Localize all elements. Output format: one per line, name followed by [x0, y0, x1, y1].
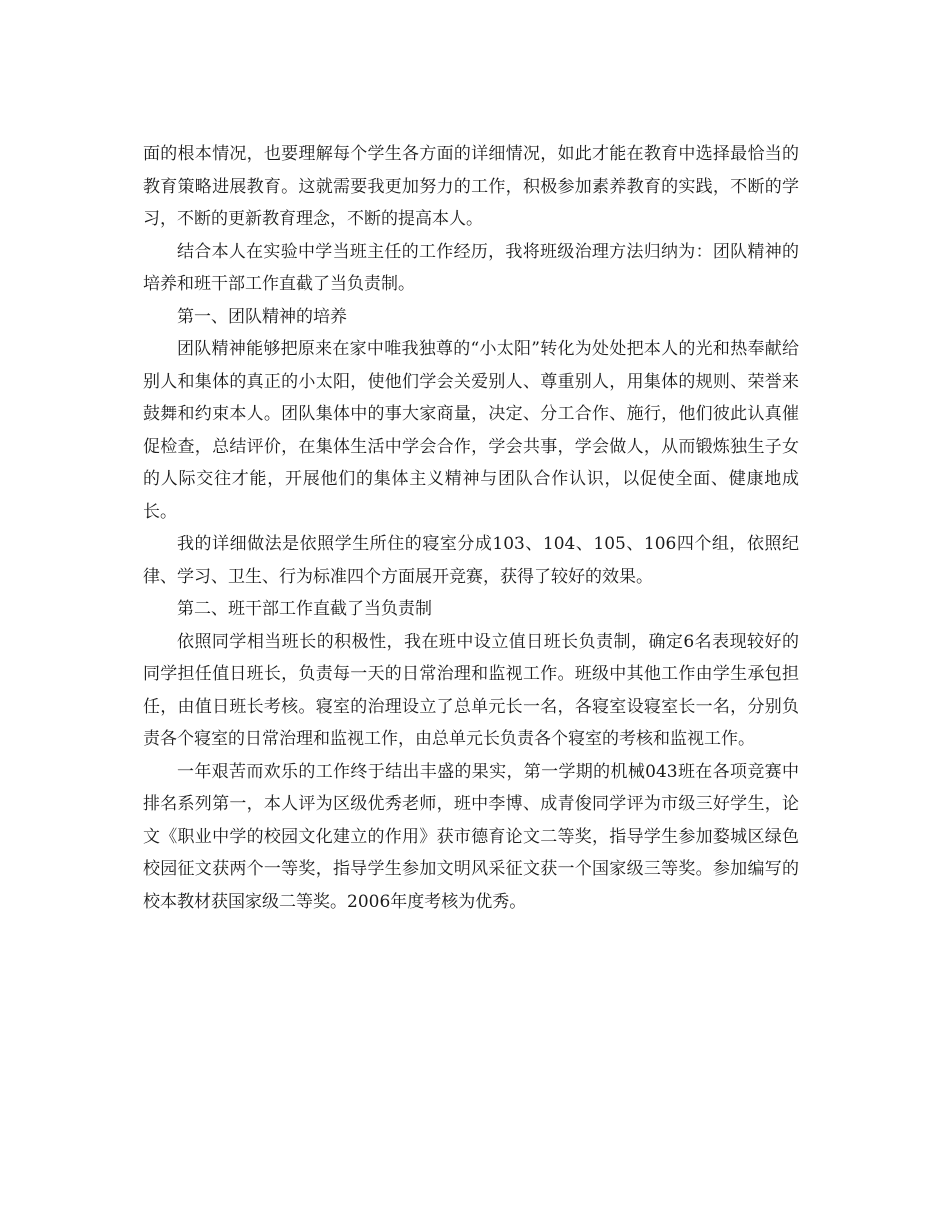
- paragraph-continuation: 面的根本情况，也要理解每个学生各方面的详细情况，如此才能在教育中选择最恰当的教育策略进展教育。这就需要我更加努力的工作，积极参加素养教育的实践，不断的学习，不断的更新教育理念，不断的提高本人。: [143, 144, 799, 229]
- section-heading-class-monitors: 第二、班干部工作直截了当负责制: [177, 599, 432, 619]
- paragraph-class-monitors: 依照同学相当班长的积极性，我在班中设立值日班长负责制，确定6名表现较好的同学担任值日班长，负责每一天的日常治理和监视工作。班级中其他工作由学生承包担任，由值日班长考核。寝室的治理设立了总单元长一名，各寝室设寝室长一名，分别负责各个寝室的日常治理和监视工作，由总单元长负责各个寝室的考核和监视工作。: [143, 631, 799, 749]
- paragraph-summary: 结合本人在实验中学当班主任的工作经历，我将班级治理方法归纳为：团队精神的培养和班干部工作直截了当负责制。: [143, 241, 799, 294]
- paragraph-team-spirit: 团队精神能够把原来在家中唯我独尊的“小太阳”转化为处处把本人的光和热奉献给别人和集体的真正的小太阳，使他们学会关爱别人、尊重别人，用集体的规则、荣誉来鼓舞和约束本人。团队集体中的事大家商量，决定、分工合作、施行，他们彼此认真催促检查，总结评价，在集体生活中学会合作，学会共事，学会做人，从而锻炼独生子女的人际交往才能，开展他们的集体主义精神与团队合作认识，以促使全面、健康地成长。: [143, 339, 799, 522]
- paragraph-method: 我的详细做法是依照学生所住的寝室分成103、104、105、106四个组，依照纪律、学习、卫生、行为标准四个方面展开竞赛，获得了较好的效果。: [143, 534, 799, 587]
- document-body: [143, 138, 799, 918]
- paragraph-achievements: 一年艰苦而欢乐的工作终于结出丰盛的果实，第一学期的机械043班在各项竞赛中排名系列第一，本人评为区级优秀老师，班中李博、成青俊同学评为市级三好学生，论文《职业中学的校园文化建立的作用》获市德育论文二等奖，指导学生参加婺城区绿色校园征文获两个一等奖，指导学生参加文明风采征文获一个国家级三等奖。参加编写的校本教材获国家级二等奖。2006年度考核为优秀。: [143, 761, 799, 912]
- section-heading-team-spirit: 第一、团队精神的培养: [177, 306, 347, 327]
